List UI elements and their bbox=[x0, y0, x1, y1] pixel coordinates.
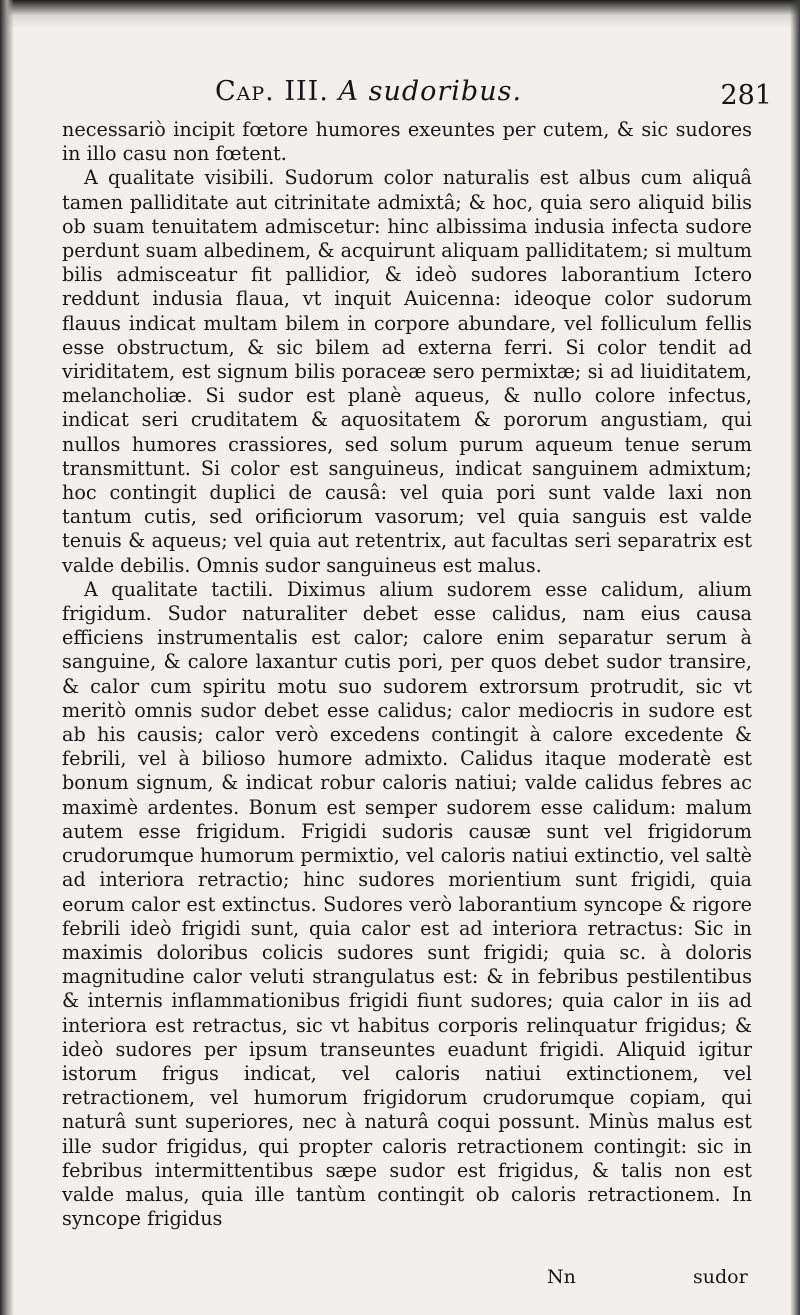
page-number: 281 bbox=[720, 80, 772, 111]
catchword: sudor bbox=[693, 1266, 748, 1288]
scan-shadow-right bbox=[790, 0, 800, 1315]
signature-mark: Nn bbox=[547, 1266, 576, 1288]
paragraph-tactile-quality: A qualitate tactili. Diximus alium sudorem esse calidum, alium frigidum. Sudor naturaliter debet esse calidus, nam eius causa efficiens instrumentalis est calor; calore enim separatur serum à sanguine, & calore laxantur cutis pori, per quos debet sudor transire, & calor cum spiritu motu suo sudorem extrorsum protrudit, sic vt meritò omnis sudor debet esse calidus; calor mediocris in sudore est ab his causis; calor verò excedens contingit à calore excedente & febrili, vel à bilioso humore admixto. Calidus itaque moderatè est bonum signum, & indicat robur caloris natiui; valde calidus febres ac maximè ardentes. Bonum est semper sudorem esse calidum: malum autem esse frigidum. Frigidi sudoris causæ sunt vel frigidorum crudorumque humorum permixtio, vel caloris natiui extinctio, vel saltè ad interiora retractio; hinc sudores morientium sunt frigidi, quia eorum calor est extinctus. Sudores verò laborantium syncope & rigore febrili ideò frigidi sunt, quia calor est ad interiora retractus: Sic in maximis doloribus colicis sudores sunt frigidi; quia sc. à doloris magnitudine calor veluti strangulatus est: & in febribus pestilentibus & internis inflammationibus frigidi fiunt sudores; quia calor in iis ad interiora est retractus, sic vt habitus corporis relinquatur frigidus; & ideò sudores per ipsum transeuntes euadunt frigidi. Aliquid igitur istorum frigus indicat, vel caloris natiui extinctionem, vel retractionem, vel humorum frigidorum crudorumque copiam, qui naturâ sunt superiores, nec à naturâ coqui possunt. Minùs malus est ille sudor frigidus, qui propter caloris retractionem contingit: sic in febribus intermittentibus sæpe sudor est frigidus, & talis non est valde malus, quia ille tantùm contingit ob caloris retractionem. In syncope frigidus bbox=[62, 577, 752, 1231]
paragraph-visual-quality: A qualitate visibili. Sudorum color naturalis est albus cum aliquâ tamen palliditate aut citrinitate admixtâ; & hoc, quia sero aliquid bilis ob suam tenuitatem admiscetur: hinc albissima indusia infecta sudore perdunt suam albedinem, & acquirunt aliquam palliditatem; si multum bilis admisceatur fit pallidior, & ideò sudores laborantium Ictero reddunt indusia flaua, vt inquit Auicenna: ideoque color sudorum flauus indicat multam bilem in corpore abundare, vel folliculum fellis esse obstructum, & sic bilem ad externa ferri. Si color tendit ad viriditatem, est signum bilis poraceæ sero permixtæ; si ad liuiditatem, melancholiæ. Si sudor est planè aqueus, & nullo colore infectus, indicat seri cruditatem & aquositatem & pororum angustiam, qui nullos humores crassiores, sed solum purum aqueum tenue serum transmittunt. Si color est sanguineus, indicat sanguinem admixtum; hoc contingit duplici de causâ: vel quia pori sunt valde laxi non tantum cutis, sed orificiorum vasorum; vel quia sanguis est valde tenuis & aqueus; vel quia aut retentrix, aut facultas seri separatrix est valde debilis. Omnis sudor sanguineus est malus. bbox=[62, 166, 752, 577]
chapter-subject: A sudoribus. bbox=[338, 76, 523, 107]
page-body bbox=[62, 118, 752, 1231]
scan-shadow-top bbox=[0, 0, 800, 28]
page-header bbox=[0, 72, 800, 112]
chapter-label: Cap. III. bbox=[215, 76, 329, 107]
running-head bbox=[215, 76, 522, 107]
scan-shadow-left bbox=[0, 0, 14, 1315]
paragraph-continuation: necessariò incipit fœtore humores exeuntes per cutem, & sic sudores in illo casu non fœtent. bbox=[62, 118, 752, 166]
page-footer bbox=[0, 1262, 800, 1292]
